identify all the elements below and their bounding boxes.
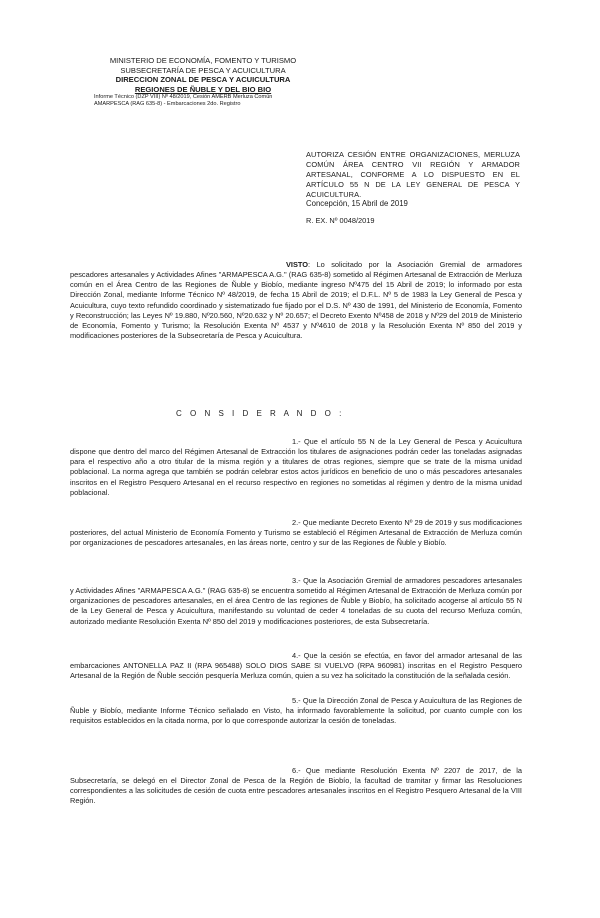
- considerando-3: 3.- Que la Asociación Gremial de armadores pescadores artesanales y Actividades Afines "ARMAPESCA A.G." (RAG 635-8) se encuentra sometido al Régimen Artesanal de Extracción de Merluza común por organizaciones de pescadores artesanales, en el área Centro de las regiones de Ñuble y Biobío, ha solicitado acogerse al artículo 55 N de la Ley General de Pesca y Acuicultura, manifestando su voluntad de ceder 4 toneladas de su cuota del recurso Merluza común, autorizado mediante Resolución Exenta Nº 850 del 2019 y modificaciones posteriores, de esta Subsecretaría.: [70, 576, 522, 626]
- considerando-6: 6.- Que mediante Resolución Exenta Nº 2207 de 2017, de la Subsecretaría, se delegó en el Director Zonal de Pesca de la Región de Biobío, la facultad de tramitar y firmar las Resoluciones correspondientes a las solicitudes de cesión de cuota entre pescadores artesanales inscritos en el Registro Pesquero Artesanal de la VIII Región.: [70, 766, 522, 806]
- resolution-number: R. EX. Nº 0048/2019: [306, 216, 375, 225]
- document-date: Concepción, 15 Abril de 2019: [306, 199, 408, 208]
- visto-label: VISTO: [286, 260, 309, 269]
- considerando-5: 5.- Que la Dirección Zonal de Pesca y Acuicultura de las Regiones de Ñuble y Biobío, mediante Informe Técnico señalado en Visto, ha informado favorablemente la solicitud, por cuanto cumple con los requisitos establecidos en la citada norma, por lo que corresponde autorizar la cesión de toneladas.: [70, 696, 522, 726]
- authorization-summary: AUTORIZA CESIÓN ENTRE ORGANIZACIONES, MERLUZA COMÚN ÁREA CENTRO VII REGIÓN Y ARMADOR ARTESANAL, CONFORME A LO DISPUESTO EN EL ARTÍCULO 55 N DE LA LEY GENERAL DE PESCA Y ACUICULTURA.: [306, 150, 520, 199]
- direccion-zonal-line: DIRECCION ZONAL DE PESCA Y ACUICULTURA: [115, 75, 291, 85]
- ministry-line: MINISTERIO DE ECONOMÍA, FOMENTO Y TURISMO: [109, 56, 297, 65]
- considerando-2: 2.- Que mediante Decreto Exento Nº 29 de 2019 y sus modificaciones posteriores, del actual Ministerio de Economía Fomento y Turismo se estableció el Régimen Artesanal de Extracción de Merluza común por organizaciones de pescadores artesanales, en las áreas norte, centro y sur de las Regiones de Ñuble y Biobío.: [70, 518, 522, 548]
- visto-text: : Lo solicitado por la Asociación Gremial de armadores pescadores artesanales y Actividades Afines "ARMAPESCA A.G." (RAG 635-8) sometido al Régimen Artesanal de Extracción de Merluza común en el Área Centro de las Regiones de Ñuble y Biobío, mediante ingreso Nº475 del 15 Abril de 2019; lo informado por esta Dirección Zonal, mediante Informe Técnico Nº 48/2019, de fecha 15 Abril de 2019; el D.F.L. Nº 5 de 1983 la Ley General de Pesca y Acuicultura, cuyo texto refundido coordinado y sistematizado fue fijado por el D.S. Nº 430 de 1991, del Ministerio de Economía, Fomento y Reconstrucción; las Leyes Nº 19.880, Nº20.560, Nº20.632 y Nº 20.657; el Decreto Exento Nº458 de 2018 y Nº29 del 2019 de Ministerio de Economía, Fomento y Turismo; la Resolución Exenta Nº 4537 y Nº4610 de 2018 y la Resolución Exenta Nº 850 del 2019 y modificaciones posteriores de la Subsecretaría de Pesca y Acuicultura.: [70, 260, 522, 341]
- considerando-heading: C O N S I D E R A N D O :: [176, 409, 345, 418]
- subsecretaria-line: SUBSECRETARÍA DE PESCA Y ACUICULTURA: [120, 65, 286, 75]
- considerando-1: 1.- Que el artículo 55 N de la Ley General de Pesca y Acuicultura dispone que dentro del marco del Régimen Artesanal de Extracción los titulares de asignaciones podrán ceder las toneladas asignadas para el respectivo año a otro titular de la misma región y a titulares de otras regiones, siempre que se trate de la misma unidad poblacional. La norma agrega que también se podrán celebrar estos actos jurídicos en beneficio de uno o más pescadores artesanales inscritos en el Registro Pesquero Artesanal en el recurso respectivo en regiones no sometidas al régimen y dentro de la misma unidad poblacional.: [70, 437, 522, 497]
- regiones-line: REGIONES DE ÑUBLE Y DEL BIO BIO: [134, 84, 272, 94]
- letterhead: [88, 56, 318, 108]
- reference-line-2: AMARPESCA (RAG 635-8) - Embarcaciones 2do. Registro: [94, 101, 241, 108]
- considerando-4: 4.- Que la cesión se efectúa, en favor del armador artesanal de las embarcaciones ANTONELLA PAZ II (RPA 965488) SOLO DIOS SABE SI VUELVO (RPA 960981) inscritas en el Registro Pesquero Artesanal de la Región de Ñuble sección pesquería Merluza común, quien a su vez ha solicitado la constitución de la señalada cesión.: [70, 651, 522, 681]
- reference-line-1: Informe Técnico (DZP VIII) Nº 48/2019, Cesión AMERB Merluza Común: [94, 94, 273, 101]
- visto-paragraph: [70, 260, 522, 341]
